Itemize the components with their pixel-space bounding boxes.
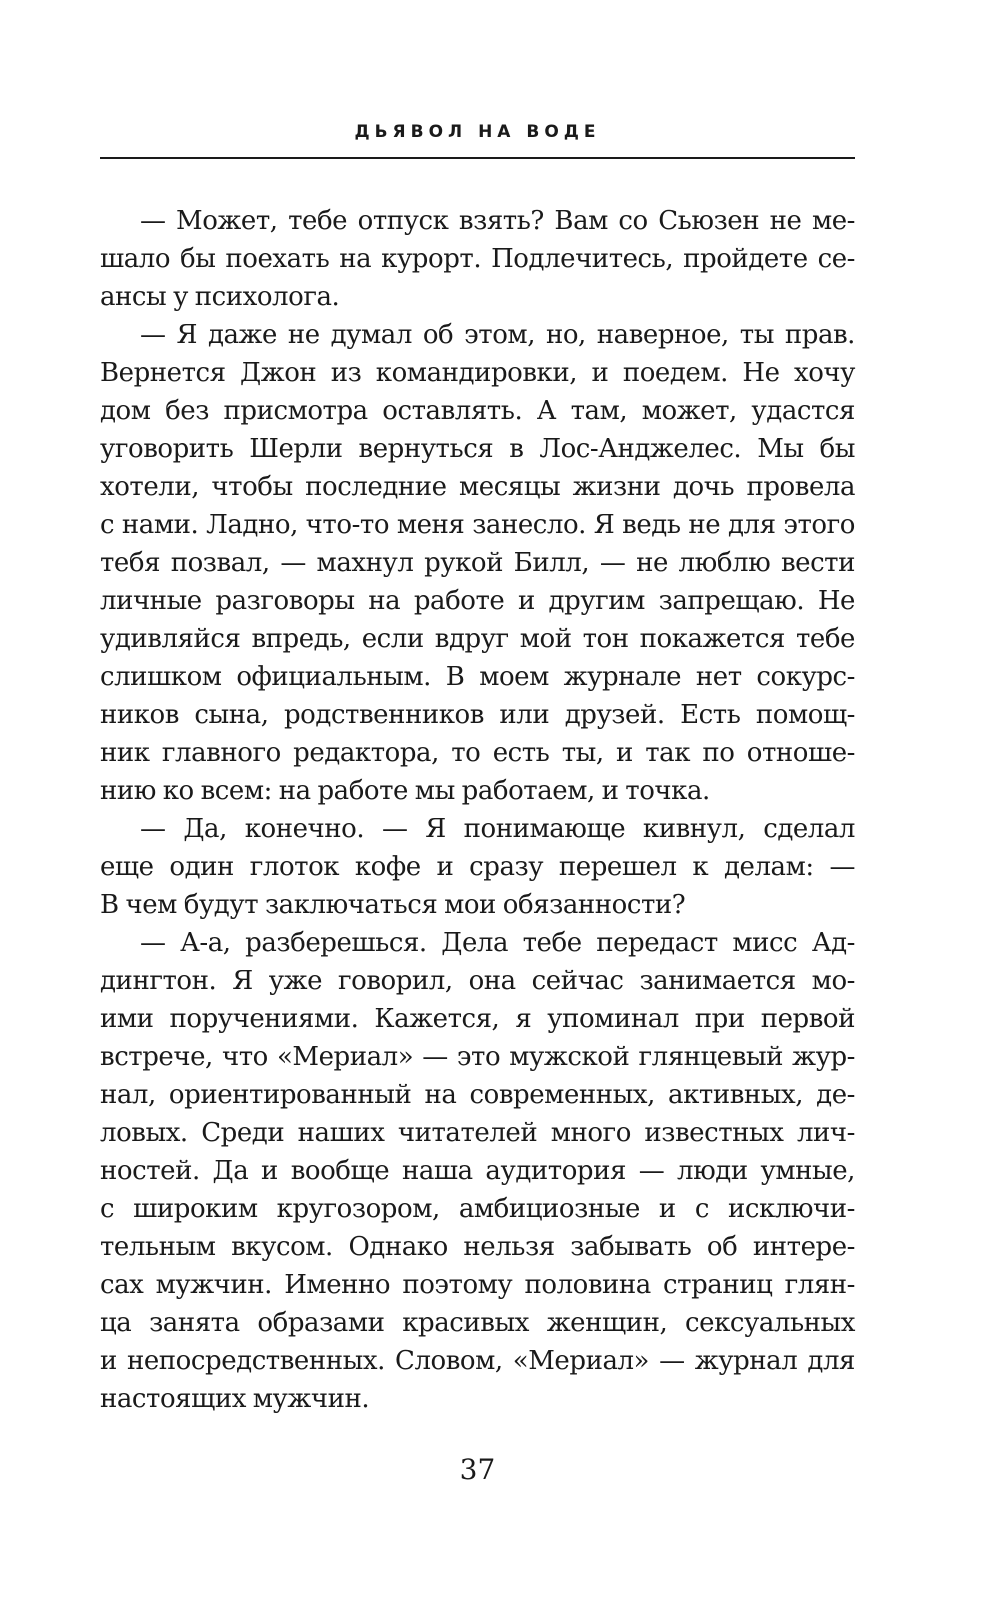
text-line: сах мужчин. Именно поэтому половина страниц глян- [100, 1270, 855, 1300]
page-number: 37 [459, 1453, 496, 1486]
text-line: хотели, чтобы последние месяцы жизни дочь провела [100, 472, 855, 502]
header-rule [100, 157, 855, 159]
text-line: удивляйся впредь, если вдруг мой тон покажется тебе [100, 624, 855, 654]
text-line: нию ко всем: на работе мы работаем, и точка. [100, 776, 710, 806]
text-line: дом без присмотра оставлять. А там, может, удастся [100, 396, 855, 426]
text-line: тельным вкусом. Однако нельзя забывать об интере- [100, 1232, 855, 1262]
text-line: ансы у психолога. [100, 282, 340, 312]
text-line: — Может, тебе отпуск взять? Вам со Сьюзен не ме- [140, 206, 855, 236]
text-line: личные разговоры на работе и другим запрещаю. Не [100, 586, 855, 616]
text-line: В чем будут заключаться мои обязанности? [100, 890, 686, 920]
text-line: ца занята образами красивых женщин, сексуальных [100, 1308, 855, 1338]
text-line: ник главного редактора, то есть ты, и так по отноше- [100, 738, 855, 768]
text-line: тебя позвал, — махнул рукой Билл, — не люблю вести [100, 548, 855, 578]
running-header: ДЬЯВОЛ НА ВОДЕ [354, 122, 601, 142]
text-line: настоящих мужчин. [100, 1384, 370, 1414]
text-line: с широким кругозором, амбициозные и с исключи- [100, 1194, 855, 1224]
text-line: ников сына, родственников или друзей. Есть помощ- [100, 700, 855, 730]
body-text [100, 202, 855, 1418]
text-line: ловых. Среди наших читателей много известных лич- [100, 1118, 855, 1148]
text-line: — А-а, разберешься. Дела тебе передаст мисс Ад- [140, 928, 855, 958]
text-line: ностей. Да и вообще наша аудитория — люди умные, [100, 1156, 855, 1186]
text-line: — Я даже не думал об этом, но, наверное, ты прав. [140, 320, 855, 350]
text-line: шало бы поехать на курорт. Подлечитесь, пройдете се- [100, 244, 855, 274]
text-line: Вернется Джон из командировки, и поедем. Не хочу [100, 358, 855, 388]
text-line: с нами. Ладно, что-то меня занесло. Я ведь не для этого [100, 510, 855, 540]
text-line: еще один глоток кофе и сразу перешел к делам: — [100, 852, 855, 882]
text-line: слишком официальным. В моем журнале нет сокурс- [100, 662, 855, 692]
text-line: нал, ориентированный на современных, активных, де- [100, 1080, 855, 1110]
text-line: и непосредственных. Словом, «Мериал» — журнал для [100, 1346, 855, 1376]
text-line: встрече, что «Мериал» — это мужской глянцевый жур- [100, 1042, 855, 1072]
text-line: дингтон. Я уже говорил, она сейчас занимается мо- [100, 966, 855, 996]
text-line: ими поручениями. Кажется, я упоминал при первой [100, 1004, 855, 1034]
text-line: уговорить Шерли вернуться в Лос-Анджелес. Мы бы [100, 434, 855, 464]
text-line: — Да, конечно. — Я понимающе кивнул, сделал [140, 814, 855, 844]
